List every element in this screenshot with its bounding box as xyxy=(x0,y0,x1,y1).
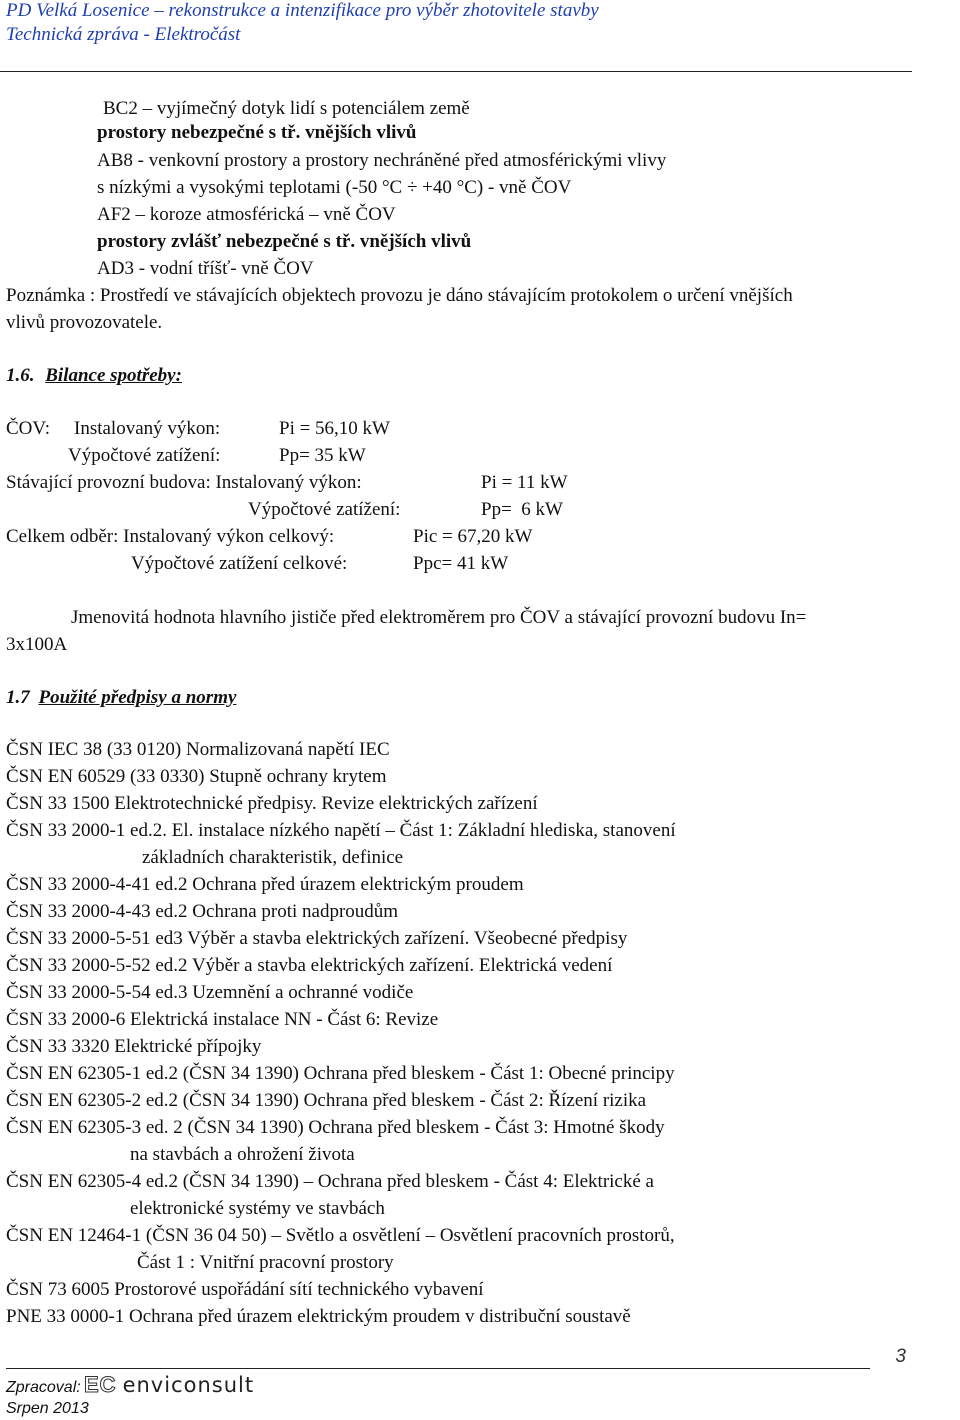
norm-item-continuation: elektronické systémy ve stavbách xyxy=(130,1198,385,1219)
company-logo xyxy=(84,1372,254,1398)
footer-rule xyxy=(6,1368,870,1369)
ab8-line-1: AB8 - venkovní prostory a prostory nechráněné před atmosférickými vlivy xyxy=(97,150,667,171)
total-calc-label: Výpočtové zatížení celkové: xyxy=(131,553,348,574)
norm-item: ČSN EN 62305-4 ed.2 (ČSN 34 1390) – Ochrana před bleskem - Část 4: Elektrické a xyxy=(6,1171,654,1192)
ad3-line: AD3 - vodní tříšť- vně ČOV xyxy=(97,258,314,279)
note-line-2: vlivů provozovatele. xyxy=(6,312,163,333)
logo-mark: EC xyxy=(84,1372,117,1397)
logo-name: enviconsult xyxy=(122,1373,255,1397)
total-label: Celkem odběr: Instalovaný výkon celkový: xyxy=(6,526,335,547)
breaker-line-2: 3x100A xyxy=(6,634,68,655)
norm-item: ČSN 33 2000-5-54 ed.3 Uzemnění a ochranné vodiče xyxy=(6,982,414,1003)
building-calc-label: Výpočtové zatížení: xyxy=(248,499,401,520)
norm-item: ČSN EN 12464-1 (ČSN 36 04 50) – Světlo a osvětlení – Osvětlení pracovních prostorů, xyxy=(6,1225,675,1246)
cov-calc-value: Pp= 35 kW xyxy=(279,445,366,466)
header-title: PD Velká Losenice – rekonstrukce a intenzifikace pro výběr zhotovitele stavby xyxy=(6,0,599,21)
norm-item: ČSN EN 62305-3 ed. 2 (ČSN 34 1390) Ochrana před bleskem - Část 3: Hmotné škody xyxy=(6,1117,665,1138)
cov-calc-label: Výpočtové zatížení: xyxy=(68,445,221,466)
norm-item-continuation: základních charakteristik, definice xyxy=(142,847,404,868)
special-hazard-heading: prostory zvlášť nebezpečné s tř. vnějších vlivů xyxy=(97,231,472,252)
norm-item: ČSN 33 3320 Elektrické přípojky xyxy=(6,1036,262,1057)
prepared-by-label: Zpracoval: xyxy=(6,1379,81,1396)
total-calc-value: Ppc= 41 kW xyxy=(413,553,509,574)
page-number: 3 xyxy=(895,1346,906,1367)
document-date: Srpen 2013 xyxy=(6,1400,89,1417)
norm-item: ČSN IEC 38 (33 0120) Normalizovaná napětí IEC xyxy=(6,739,390,760)
norm-item: ČSN 33 1500 Elektrotechnické předpisy. Revize elektrických zařízení xyxy=(6,793,538,814)
building-installed-value: Pi = 11 kW xyxy=(481,472,568,493)
ab8-line-2: s nízkými a vysokými teplotami (-50 °C ÷ +40 °C) - vně ČOV xyxy=(97,177,572,198)
section-1-7-title: Použité předpisy a normy xyxy=(38,687,237,708)
norm-item: ČSN 33 2000-4-43 ed.2 Ochrana proti nadproudům xyxy=(6,901,399,922)
norm-item-continuation: Část 1 : Vnitřní pracovní prostory xyxy=(137,1252,394,1273)
norm-item: ČSN 33 2000-1 ed.2. El. instalace nízkého napětí – Část 1: Základní hlediska, stanovení xyxy=(6,820,676,841)
total-installed-value: Pic = 67,20 kW xyxy=(413,526,533,547)
cov-installed-label: Instalovaný výkon: xyxy=(74,418,221,439)
norm-item: ČSN 73 6005 Prostorové uspořádání sítí technického vybavení xyxy=(6,1279,484,1300)
section-1-6-title: Bilance spotřeby: xyxy=(45,365,182,386)
section-1-7-heading xyxy=(6,686,236,710)
bc2-line: BC2 – vyjímečný dotyk lidí s potenciálem země xyxy=(103,98,470,119)
norm-item: PNE 33 0000-1 Ochrana před úrazem elektrickým proudem v distribuční soustavě xyxy=(6,1306,631,1327)
section-1-7-num: 1.7 xyxy=(6,687,30,708)
af2-line: AF2 – koroze atmosférická – vně ČOV xyxy=(97,204,396,225)
norm-item: ČSN EN 62305-2 ed.2 (ČSN 34 1390) Ochrana před bleskem - Část 2: Řízení rizika xyxy=(6,1090,647,1111)
norm-item: ČSN 33 2000-4-41 ed.2 Ochrana před úrazem elektrickým proudem xyxy=(6,874,524,895)
norm-item: ČSN 33 2000-5-52 ed.2 Výběr a stavba elektrických zařízení. Elektrická vedení xyxy=(6,955,613,976)
external-influences-heading: prostory nebezpečné s tř. vnějších vlivů xyxy=(97,122,417,143)
building-label: Stávající provozní budova: Instalovaný výkon: xyxy=(6,472,362,493)
header-subtitle: Technická zpráva - Elektročást xyxy=(6,24,241,45)
cov-installed-value: Pi = 56,10 kW xyxy=(279,418,390,439)
section-1-6-number: 1.6. xyxy=(6,365,35,386)
header-rule xyxy=(0,71,912,72)
building-calc-value: Pp= 6 kW xyxy=(481,499,563,520)
section-1-6-heading xyxy=(6,364,182,388)
note-line-1: Poznámka : Prostředí ve stávajících objektech provozu je dáno stávajícím protokolem o určení vnějších xyxy=(6,285,793,306)
norm-item: ČSN 33 2000-5-51 ed3 Výběr a stavba elektrických zařízení. Všeobecné předpisy xyxy=(6,928,628,949)
breaker-line-1: Jmenovitá hodnota hlavního jističe před elektroměrem pro ČOV a stávající provozní budovu In= xyxy=(71,607,807,628)
cov-label: ČOV: xyxy=(6,418,50,439)
norm-item: ČSN 33 2000-6 Elektrická instalace NN - Část 6: Revize xyxy=(6,1009,439,1030)
norm-item-continuation: na stavbách a ohrožení života xyxy=(130,1144,355,1165)
norm-item: ČSN EN 62305-1 ed.2 (ČSN 34 1390) Ochrana před bleskem - Část 1: Obecné principy xyxy=(6,1063,675,1084)
norm-item: ČSN EN 60529 (33 0330) Stupně ochrany krytem xyxy=(6,766,387,787)
